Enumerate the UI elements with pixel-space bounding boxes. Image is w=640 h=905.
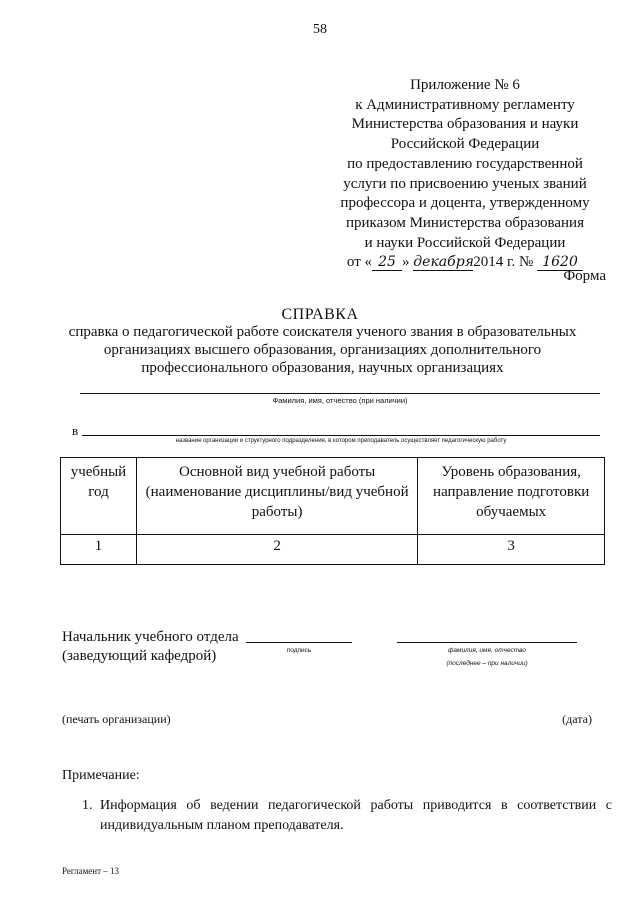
appendix-line: по предоставлению государственной bbox=[347, 155, 583, 172]
table-header-row bbox=[61, 458, 605, 535]
subtitle-line: справка о педагогической работе соискателя ученого звания в образовательных bbox=[68, 324, 577, 340]
name-caption: фамилия, имя, отчество bbox=[447, 647, 527, 654]
note-item-text: Информация об ведении педагогической работы приводится в соответствии с индивидуальным планом преподавателя. bbox=[100, 798, 612, 833]
order-number-handwritten: 1620 bbox=[537, 254, 583, 271]
fio-caption: Фамилия, имя, отчество (при наличии) bbox=[272, 396, 408, 405]
appendix-line: Приложение № 6 bbox=[410, 77, 520, 93]
signature-field-line[interactable] bbox=[246, 642, 352, 643]
appendix-line: профессора и доцента, утвержденному bbox=[340, 195, 590, 212]
appendix-line: и науки Российской Федерации bbox=[364, 234, 566, 251]
fio-field-line[interactable] bbox=[80, 393, 600, 394]
seal-label: (печать организации) bbox=[62, 712, 171, 726]
footer-reference: Регламент – 13 bbox=[62, 866, 120, 876]
appendix-line: приказом Министерства образования bbox=[346, 214, 584, 231]
order-day-handwritten: 25 bbox=[372, 254, 402, 271]
signature-caption: подпись bbox=[286, 647, 312, 654]
order-month-handwritten: декабря bbox=[413, 254, 474, 271]
appendix-line: услуги по присвоению ученых званий bbox=[343, 175, 587, 192]
note-heading: Примечание: bbox=[62, 768, 140, 783]
name-caption-note: (последнее – при наличии) bbox=[446, 660, 528, 667]
column-number-cell: 1 bbox=[61, 535, 137, 565]
date-label: (дата) bbox=[562, 712, 592, 726]
name-field-line[interactable] bbox=[397, 642, 577, 643]
page-number: 58 bbox=[313, 22, 327, 37]
header-cell-year: учебный год bbox=[61, 458, 137, 535]
note-item-number: 1. bbox=[82, 798, 93, 813]
subtitle-line: профессионального образования, научных организациях bbox=[141, 360, 504, 376]
form-label: Форма bbox=[563, 268, 606, 284]
order-quote-close: » bbox=[402, 254, 410, 271]
column-number-cell: 2 bbox=[136, 535, 417, 565]
appendix-line: к Административному регламенту bbox=[355, 96, 575, 113]
order-year: 2014 г. № bbox=[473, 254, 534, 271]
org-field-line[interactable] bbox=[82, 435, 600, 436]
appendix-line: Российской Федерации bbox=[390, 136, 540, 153]
header-cell-education-level: Уровень образования, направление подготовки обучаемых bbox=[418, 458, 605, 535]
header-cell-work-type: Основной вид учебной работы (наименование дисциплины/вид учебной работы) bbox=[136, 458, 417, 535]
subtitle-line: организациях высшего образования, организациях дополнительного bbox=[103, 342, 542, 358]
org-prefix: в bbox=[72, 423, 79, 438]
work-table bbox=[60, 457, 605, 565]
appendix-block bbox=[300, 76, 630, 273]
appendix-line: Министерства образования и науки bbox=[351, 116, 579, 133]
org-caption: название организации и структурного подразделения, в котором преподаватель осуществляет педагогическую работу bbox=[175, 438, 507, 444]
document-subtitle bbox=[60, 323, 585, 377]
signatory-title: Начальник учебного отдела (заведующий кафедрой) bbox=[62, 629, 239, 664]
table-number-row bbox=[61, 535, 605, 565]
column-number-cell: 3 bbox=[418, 535, 605, 565]
document-title: СПРАВКА bbox=[281, 306, 359, 323]
order-prefix: от « bbox=[346, 254, 373, 271]
